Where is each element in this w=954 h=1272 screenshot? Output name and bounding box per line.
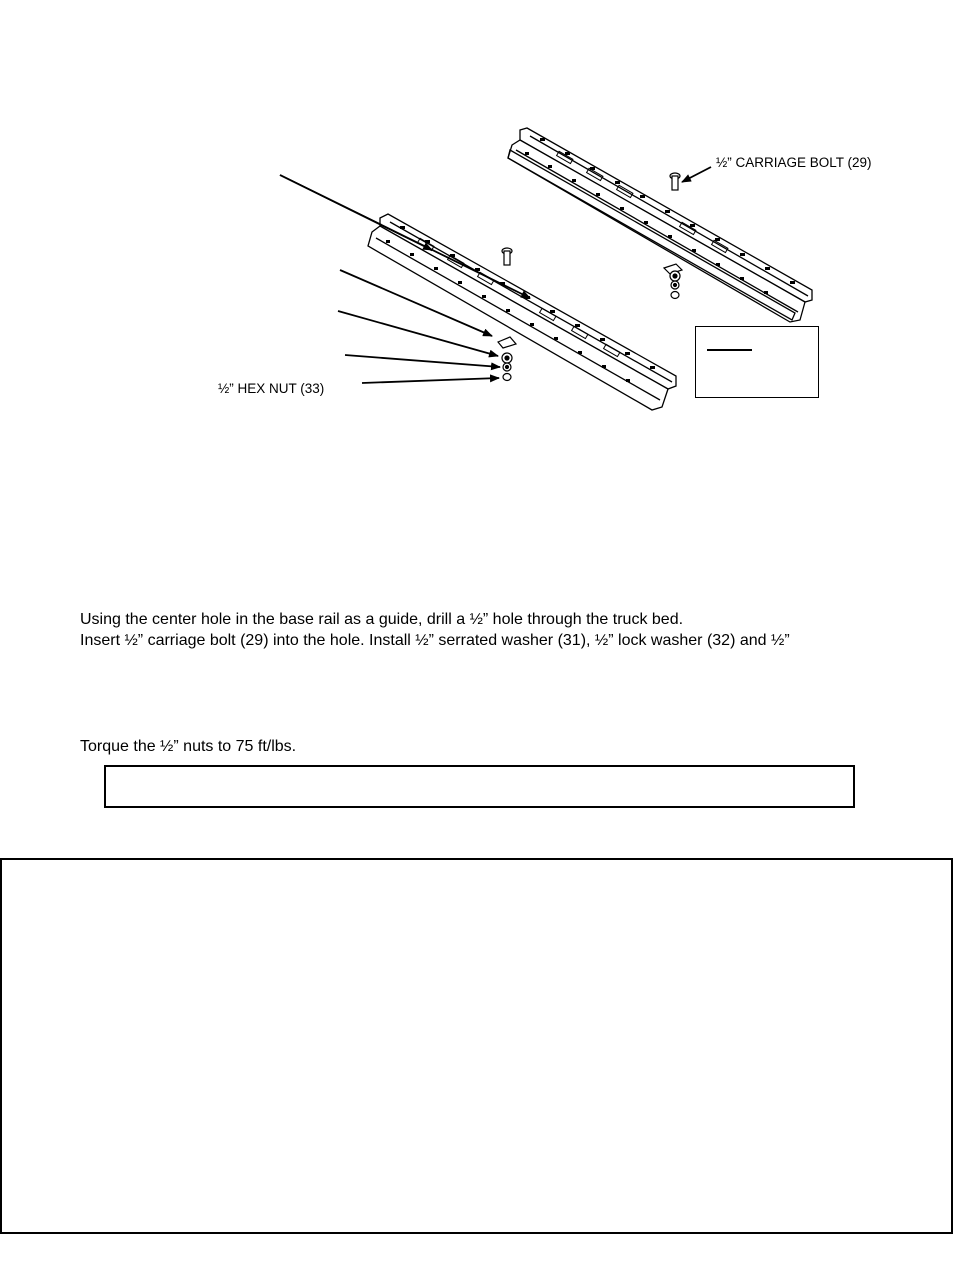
leader-line [338, 311, 498, 356]
instruction-line-3: Torque the ½” nuts to 75 ft/lbs. [80, 738, 297, 755]
carriage-bolt-label: ½” CARRIAGE BOLT (29) [716, 155, 872, 170]
note-box [104, 765, 855, 808]
bottom-panel [0, 858, 953, 1234]
leader-line [362, 378, 499, 383]
leader-line [682, 167, 711, 182]
inset-rule [707, 349, 752, 351]
inset-box [695, 326, 819, 398]
hex-nut-label: ½” HEX NUT (33) [218, 381, 325, 396]
instruction-line-2: Insert ½” carriage bolt (29) into the hole. Install ½” serrated washer (31), ½” lock washer (32) and ½” [80, 632, 790, 649]
leader-line [280, 175, 530, 298]
instruction-line-1: Using the center hole in the base rail as a guide, drill a ½” hole through the truck bed. [80, 611, 684, 628]
leader-line [345, 355, 500, 367]
